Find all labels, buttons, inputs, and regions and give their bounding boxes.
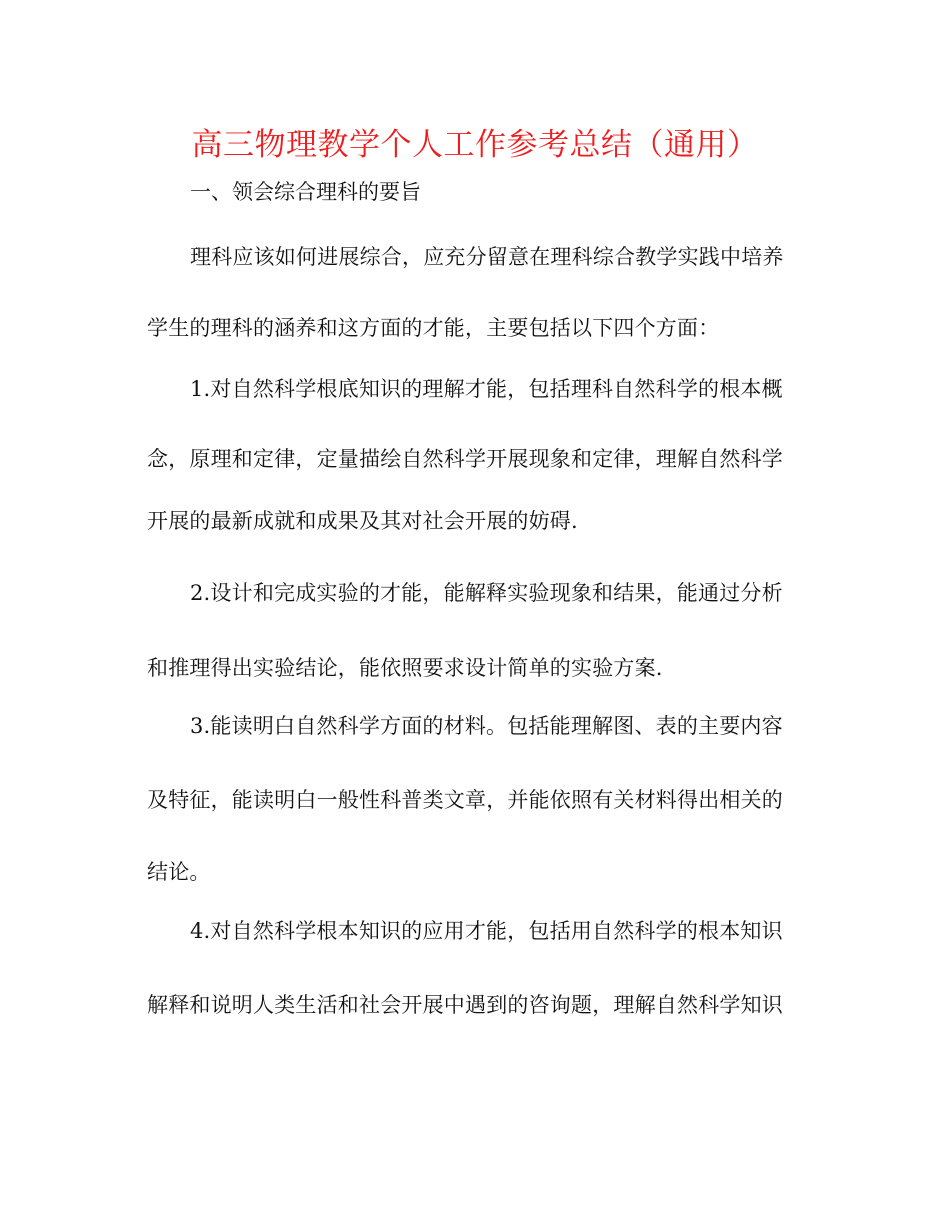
paragraph-line: 学生的理科的涵养和这方面的才能，主要包括以下四个方面： <box>147 316 720 340</box>
document-title: 高三物理教学个人工作参考总结（通用） <box>191 127 759 163</box>
paragraph-line: 及特征，能读明白一般性科普类文章，并能依照有关材料得出相关的 <box>147 788 783 812</box>
paragraph-line: 开展的最新成就和成果及其对社会开展的妨碍. <box>147 509 578 533</box>
paragraph-line: 结论。 <box>147 860 211 884</box>
paragraph-line: 4.对自然科学根本知识的应用才能，包括用自然科学的根本知识 <box>190 919 783 943</box>
paragraph-line: 解释和说明人类生活和社会开展中遇到的咨询题，理解自然科学知识 <box>147 993 783 1017</box>
section-heading: 一、领会综合理科的要旨 <box>190 180 421 204</box>
paragraph-line: 1.对自然科学根底知识的理解才能，包括理科自然科学的根本概 <box>190 377 783 401</box>
paragraph-line: 2.设计和完成实验的才能，能解释实验现象和结果，能通过分析 <box>190 581 783 605</box>
paragraph-line: 念，原理和定律，定量描绘自然科学开展现象和定律，理解自然科学 <box>147 447 783 471</box>
paragraph-line: 3.能读明白自然科学方面的材料。包括能理解图、表的主要内容 <box>190 714 783 738</box>
paragraph-line: 和推理得出实验结论，能依照要求设计简单的实验方案. <box>147 656 663 680</box>
paragraph-line: 理科应该如何进展综合，应充分留意在理科综合教学实践中培养 <box>190 245 784 269</box>
